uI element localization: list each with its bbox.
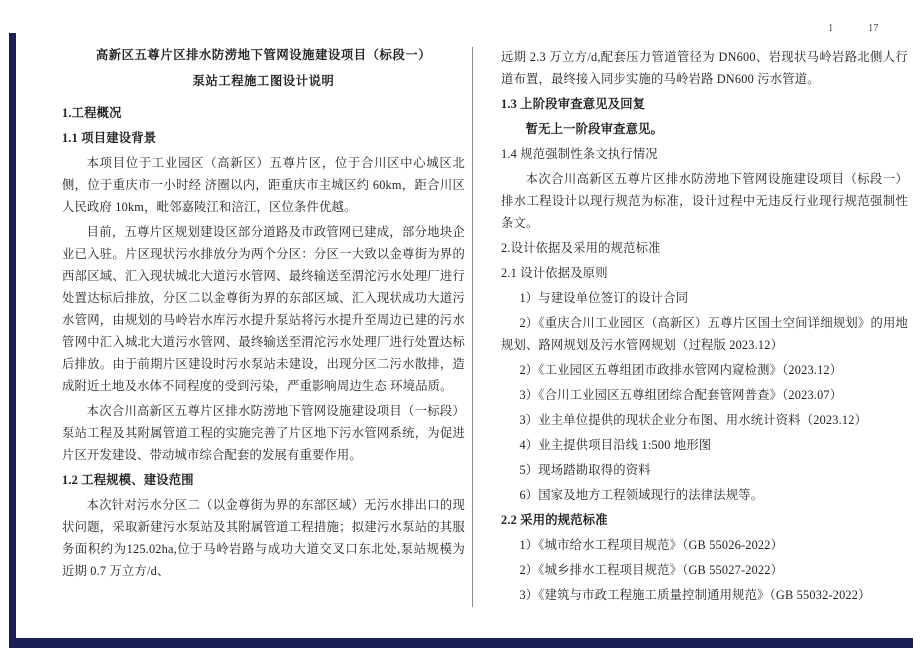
sheet-frame-bottom-border — [9, 638, 913, 648]
design-basis-item-3: 2）《工业园区五尊组团市政排水管网内窥检测》（2023.12） — [519, 363, 843, 377]
design-basis-item-2: 2）《重庆合川工业园区（高新区）五尊片区国土空间详细规划》的用地规划、路网规划及污水管网规划（过程版 2023.12） — [501, 316, 908, 352]
column-divider-line — [472, 47, 473, 607]
standard-item-2: 2）《城乡排水工程项目规范》（GB 55027-2022） — [519, 563, 784, 577]
section-1-2-heading: 1.2 工程规模、建设范围 — [62, 473, 194, 487]
paragraph-project-purpose: 本次合川高新区五尊片区排水防涝地下管网设施建设项目（一标段）泵站工程及其附属管道工程的实施完善了片区地下污水管网系统，为促进片区开发建设、带动城市综合配套的发展有重要作用。 — [62, 404, 465, 462]
section-1-heading: 1.工程概况 — [62, 106, 122, 120]
section-1-1-heading: 1.1 项目建设背景 — [62, 131, 157, 145]
paragraph-scale-continued: 远期 2.3 万立方/d,配套压力管道管径为 DN600、岩现状马岭岩路北侧人行道布置，最终接入同步实施的马岭岩路 DN600 污水管道。 — [501, 50, 908, 86]
section-2-2-heading: 2.2 采用的规范标准 — [501, 513, 608, 527]
document-subtitle: 泵站工程施工图设计说明 — [192, 74, 335, 88]
design-basis-item-4: 3）《合川工业园区五尊组团综合配套管网普查》（2023.07） — [519, 388, 843, 402]
left-column — [62, 44, 465, 585]
document-title: 高新区五尊片区排水防涝地下管网设施建设项目（标段一） — [95, 48, 432, 62]
design-basis-item-1: 1）与建设单位签订的设计合同 — [519, 291, 689, 305]
paragraph-project-location: 本项目位于工业园区（高新区）五尊片区，位于合川区中心城区北侧，位于重庆市一小时经 济圈以内，距重庆市主城区约 60km，距合川区人民政府 10km，毗邻嘉陵江和涪江，区位条件优越。 — [62, 156, 465, 214]
right-column — [501, 46, 908, 609]
paragraph-current-situation: 目前，五尊片区规划建设区部分道路及市政管网已建成，部分地块企业已入驻。片区现状污水排放分为两个分区：分区一大致以金尊街为界的西部区域、汇入现状城北大道污水管网、最终输送至渭沱污水处理厂进行处置达标后排放，分区二以金尊街为界的东部区域、汇入现状成功大道污水管网，由规划的马岭岩水库污水提升泵站将污水提升至周边已建的污水管网中汇入城北大道污水管网、最终输送至渭沱污水处理厂进行处置达标后排放。由于前期片区建设时污水泵站未建设，出现分区二污水散排，造成附近土地及水体不同程度的受到污染，严重影响周边生态 环境品质。 — [62, 225, 465, 393]
paragraph-project-scale: 本次针对污水分区二（以金尊街为界的东部区域）无污水排出口的现状问题，采取新建污水泵站及其附属管道工程措施；拟建污水泵站的其服务面积约为125.02ha,位于马岭岩路与成功大道交叉口东北处,泵站规模为近期 0.7 万立方/d、 — [62, 498, 465, 578]
section-2-heading: 2.设计依据及采用的规范标准 — [501, 241, 661, 255]
section-1-4-heading: 1.4 规范强制性条文执行情况 — [501, 147, 658, 161]
standard-item-3: 3）《建筑与市政工程施工质量控制通用规范》（GB 55032-2022） — [519, 588, 871, 602]
paragraph-mandatory-provisions: 本次合川高新区五尊片区排水防涝地下管网设施建设项目（标段一）排水工程设计以现行规范为标准，设计过程中无违反行业现行规范强制性条文。 — [501, 172, 908, 230]
section-2-1-heading: 2.1 设计依据及原则 — [501, 266, 608, 280]
design-basis-item-7: 5）现场踏勘取得的资料 — [519, 463, 651, 477]
paragraph-no-review-comments: 暂无上一阶段审查意见。 — [525, 122, 664, 136]
design-basis-item-8: 6）国家及地方工程领域现行的法律法规等。 — [519, 488, 764, 502]
standard-item-1: 1）《城市给水工程项目规范》（GB 55026-2022） — [519, 538, 784, 552]
design-basis-item-5: 3）业主单位提供的现状企业分布图、用水统计资料（2023.12） — [519, 413, 868, 427]
page-number-current: 1 — [828, 23, 834, 34]
section-1-3-heading: 1.3 上阶段审查意见及回复 — [501, 97, 646, 111]
sheet-frame-left-border — [9, 33, 16, 648]
design-basis-item-6: 4）业主提供项目沿线 1:500 地形图 — [519, 438, 712, 452]
page-number-total: 17 — [868, 23, 879, 34]
